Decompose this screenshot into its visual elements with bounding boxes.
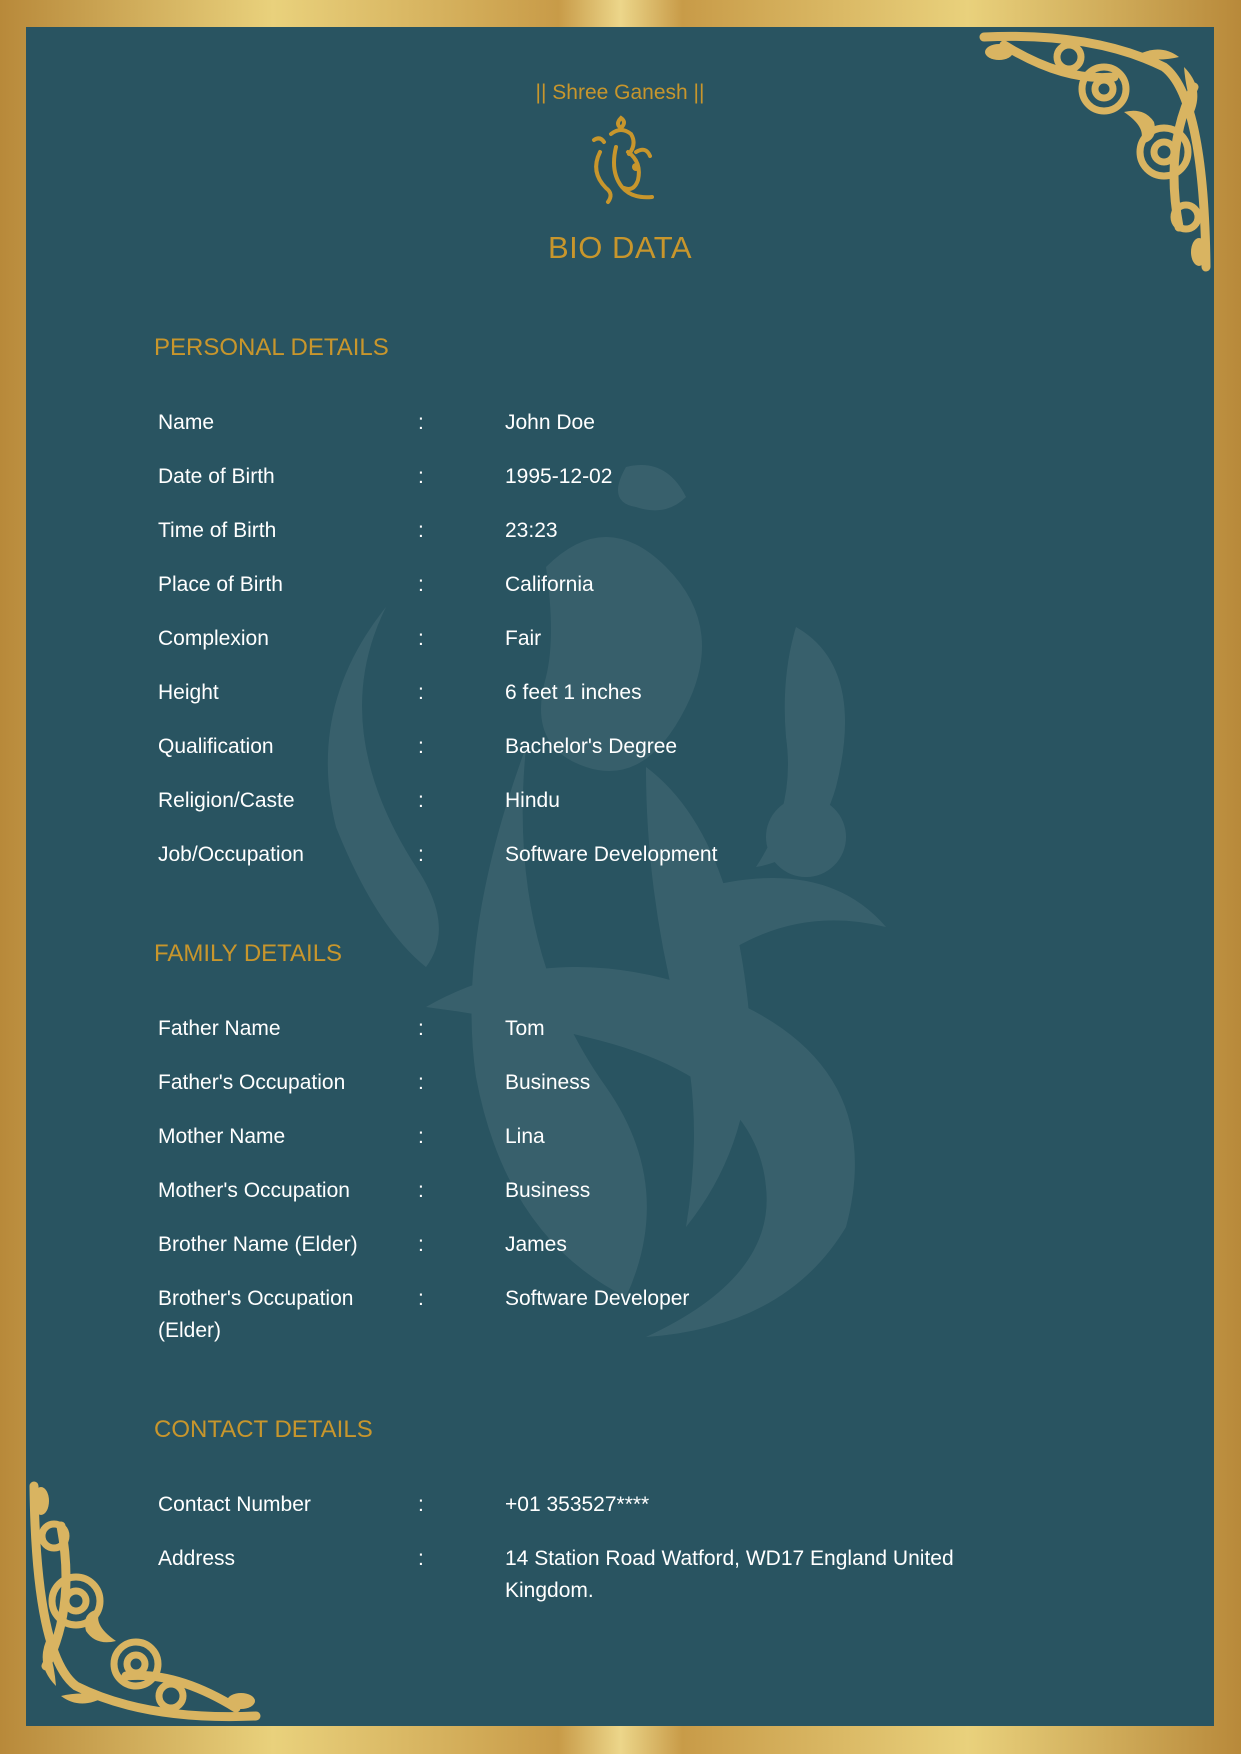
detail-label: Mother's Occupation: [158, 1179, 350, 1202]
detail-value: Business: [505, 1179, 591, 1202]
separator: :: [418, 1071, 424, 1094]
detail-value: Software Development: [505, 843, 718, 866]
detail-label: Father Name: [158, 1017, 281, 1040]
detail-label: Brother Name (Elder): [158, 1233, 358, 1256]
detail-label: Qualification: [158, 735, 274, 758]
invocation-text: || Shree Ganesh ||: [535, 81, 705, 104]
separator: :: [418, 573, 424, 596]
detail-value: 23:23: [505, 519, 558, 542]
detail-label: Father's Occupation: [158, 1071, 346, 1094]
detail-value: James: [505, 1233, 567, 1256]
detail-value: Hindu: [505, 789, 560, 812]
separator: :: [418, 789, 424, 812]
separator: :: [418, 465, 424, 488]
separator: :: [418, 681, 424, 704]
detail-label: Complexion: [158, 627, 269, 650]
detail-value: Lina: [505, 1125, 545, 1148]
detail-label: Height: [158, 681, 219, 704]
detail-value: John Doe: [505, 411, 595, 434]
detail-value: Fair: [505, 627, 542, 650]
detail-value: Software Developer: [505, 1287, 690, 1310]
section-title-family: FAMILY DETAILS: [154, 940, 343, 967]
page-title: BIO DATA: [547, 230, 693, 265]
detail-value: 6 feet 1 inches: [505, 681, 642, 704]
section-title-contact: CONTACT DETAILS: [154, 1416, 373, 1443]
detail-value: 1995-12-02: [505, 465, 613, 488]
biodata-sheet: [26, 27, 1214, 1726]
section-title-personal: PERSONAL DETAILS: [154, 334, 389, 361]
detail-label: Job/Occupation: [158, 843, 304, 866]
separator: :: [418, 843, 424, 866]
separator: :: [418, 1287, 424, 1310]
detail-label: Brother's Occupation (Elder): [158, 1287, 354, 1342]
separator: :: [418, 1547, 424, 1570]
separator: :: [418, 1179, 424, 1202]
detail-label: Time of Birth: [158, 519, 277, 542]
detail-label: Religion/Caste: [158, 789, 295, 812]
separator: :: [418, 411, 424, 434]
detail-label: Place of Birth: [158, 573, 283, 596]
separator: :: [418, 1233, 424, 1256]
detail-label: Name: [158, 411, 215, 434]
detail-value: Business: [505, 1071, 591, 1094]
detail-value: Bachelor's Degree: [505, 735, 678, 758]
detail-value: California: [505, 573, 594, 596]
separator: :: [418, 1125, 424, 1148]
detail-value: Tom: [505, 1017, 545, 1040]
separator: :: [418, 519, 424, 542]
ganesh-icon: [586, 112, 656, 212]
separator: :: [418, 735, 424, 758]
detail-value: 14 Station Road Watford, WD17 England United Kingdom.: [505, 1547, 954, 1602]
detail-value: +01 353527****: [505, 1493, 650, 1516]
separator: :: [418, 1017, 424, 1040]
detail-label: Mother Name: [158, 1125, 286, 1148]
detail-label: Address: [158, 1547, 236, 1570]
detail-label: Date of Birth: [158, 465, 275, 488]
detail-label: Contact Number: [158, 1493, 311, 1516]
separator: :: [418, 1493, 424, 1516]
separator: :: [418, 627, 424, 650]
